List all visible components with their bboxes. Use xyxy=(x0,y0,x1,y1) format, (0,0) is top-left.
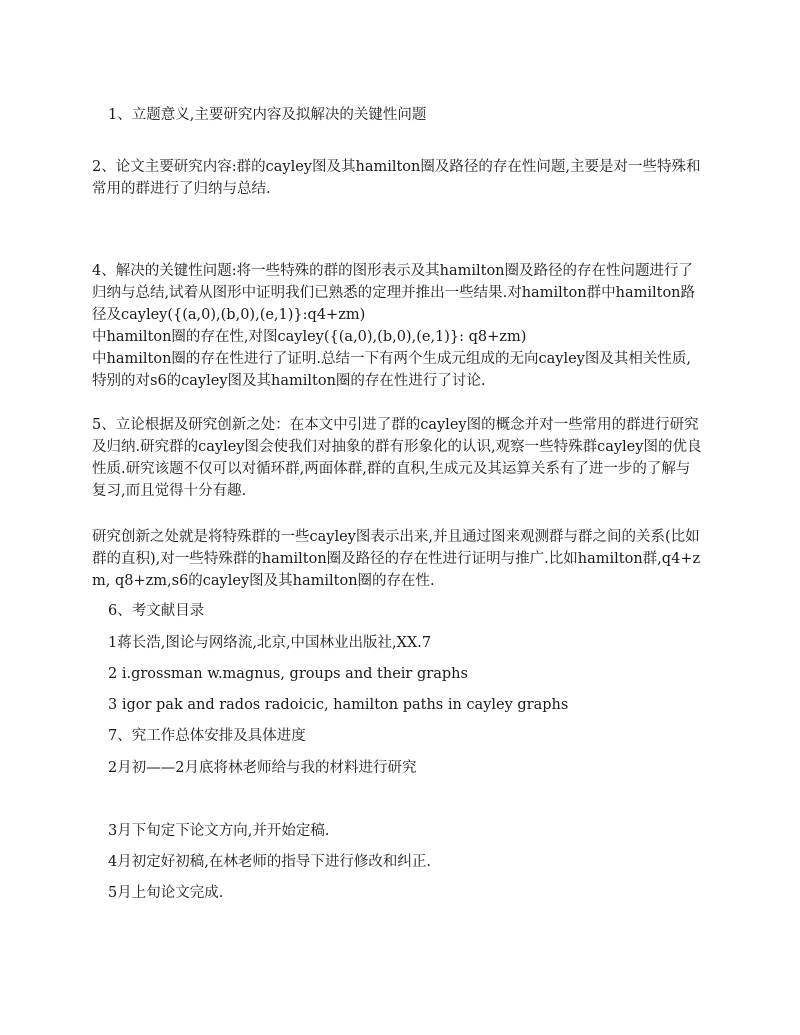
schedule-item: 5月上旬论文完成. xyxy=(108,885,224,901)
reference-item: 3 igor pak and rados radoicic, hamilton paths in cayley graphs xyxy=(108,697,569,713)
reference-item: 1蒋长浩,图论与网络流,北京,中国林业出版社,XX.7 xyxy=(108,635,432,651)
section-heading-6: 6、考文献目录 xyxy=(108,603,205,619)
paragraph-key-problems-line3: 中hamilton圈的存在性进行了证明.总结一下有两个生成元组成的无向cayley图及其相关性质,特别的对s6的cayley图及其hamilton圈的存在性进行了讨论. xyxy=(92,351,691,389)
paragraph-innovation: 研究创新之处就是将特殊群的一些cayley图表示出来,并且通过图来观测群与群之间的关系(比如群的直积),对一些特殊群的hamilton圈及路径的存在性进行证明与推广.比如hamilton群,q4+zm, q8+zm,s6的cayley图及其hamilton圈的存在性. xyxy=(92,529,701,589)
paragraph-research-content: 2、论文主要研究内容:群的cayley图及其hamilton圈及路径的存在性问题,主要是对一些特殊和常用的群进行了归纳与总结. xyxy=(92,159,701,197)
reference-item: 2 i.grossman w.magnus, groups and their graphs xyxy=(108,666,468,682)
schedule-item: 3月下旬定下论文方向,并开始定稿. xyxy=(108,823,330,839)
schedule-item: 4月初定好初稿,在林老师的指导下进行修改和纠正. xyxy=(108,854,431,870)
section-heading-7: 7、究工作总体安排及具体进度 xyxy=(108,728,306,744)
paragraph-key-problems-line2: 中hamilton圈的存在性,对图cayley({(a,0),(b,0),(e,1)}: q8+zm) xyxy=(92,329,527,345)
schedule-item: 2月初——2月底将林老师给与我的材料进行研究 xyxy=(108,760,417,776)
section-heading-1: 1、立题意义,主要研究内容及拟解决的关键性问题 xyxy=(108,107,427,123)
paragraph-basis-innovation: 5、立论根据及研究创新之处：在本文中引进了群的cayley图的概念并对一些常用的群进行研究及归纳.研究群的cayley图会使我们对抽象的群有形象化的认识,观察一些特殊群cayley图的优良性质.研究该题不仅可以对循环群,两面体群,群的直积,生成元及其运算关系有了进一步的了解与复习,而且觉得十分有趣. xyxy=(92,417,702,499)
paragraph-key-problems: 4、解决的关键性问题:将一些特殊的群的图形表示及其hamilton圈及路径的存在性问题进行了归纳与总结,试着从图形中证明我们已熟悉的定理并推出一些结果.对hamilton群中hamilton路径及cayley({(a,0),(b,0),(e,1)}:q4+zm) xyxy=(92,263,696,323)
